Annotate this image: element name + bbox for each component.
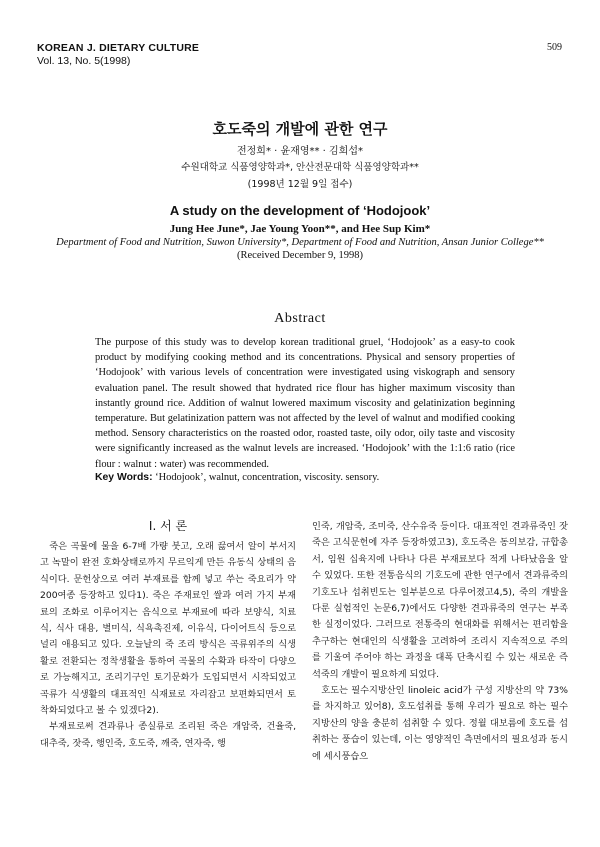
section-heading-introduction: I. 서 론 <box>148 519 188 533</box>
abstract-heading: Abstract <box>274 311 326 326</box>
journal-volume: Vol. 13, No. 5(1998) <box>37 55 131 67</box>
abstract-body <box>95 335 515 472</box>
page-number: 509 <box>547 42 562 53</box>
english-authors: Jung Hee June*, Jae Young Yoon**, and Hee Sup Kim* <box>169 223 431 235</box>
english-received-date: (Received December 9, 1998) <box>237 250 363 261</box>
korean-authors: 전정희* · 윤재영** · 김희섭* <box>236 146 363 157</box>
body-paragraph: 호도는 필수지방산인 linoleic acid가 구성 지방산의 약 73%를 차지하고 있어8), 호도섭취를 통해 우리가 필요로 하는 필수지방산의 양을 충분히 섭취할 수 있다. 정월 대보름에 호도를 섭취하는 풍습이 있는데, 이는 영양적인 측면에서의 필요성과 동시에 세시풍습으 <box>312 685 568 762</box>
keywords-label: Key Words: <box>95 472 153 483</box>
english-title: A study on the development of ‘Hodojook’ <box>169 203 431 218</box>
keywords-list: ‘Hodojook’, walnut, concentration, viscosity. sensory. <box>155 472 380 483</box>
body-paragraph: 부재료로써 견과류나 종실류로 조리된 죽은 개암죽, 건율죽, 대추죽, 잣죽, 행인죽, 호도죽, 깨죽, 연자죽, 행 <box>40 721 296 749</box>
keywords <box>95 472 525 483</box>
korean-received-date: (1998년 12월 9일 접수) <box>247 179 353 190</box>
english-affiliations: Department of Food and Nutrition, Suwon University*, Department of Food and Nutrition, Ansan Junior College** <box>56 237 544 248</box>
journal-header <box>37 42 199 68</box>
body-paragraph: 죽은 곡물에 물을 6-7배 가량 붓고, 오래 끓여서 알이 부서지고 녹말이 완전 호화상태로까지 무르익게 만든 유동식 상태의 음식이다. 문헌상으로 여러 부재료를 함께 넣고 쑤는 죽요리가 약 200여종 등장하고 있다1). 죽은 주재료인 쌀과 여러 가지 부재료의 조화로 이루어지는 음식으로 부재료에 따라 보양식, 치료식, 식사 대용, 별미식, 식욕촉진제, 이유식, 다이어트식 등으로 널리 애용되고 있다. 오늘날의 죽 조리 방식은 곡류위주의 식생활로 전환되는 정착생활을 통하여 곡물의 수확과 타작이 다양으로 가능해지고, 조리기구인 토기문화가 도입되면서 시작되었고 곡류가 식생활의 대표적인 식재료로 자리잡고 보편화되면서 토착화되었다고 볼 수 있겠다2). <box>40 541 296 717</box>
body-right-column <box>312 519 568 765</box>
korean-affiliations: 수원대학교 식품영양학과*, 안산전문대학 식품영양학과** <box>181 162 419 173</box>
abstract-text: The purpose of this study was to develop korean traditional gruel, ‘Hodojook’ as a easy-to cook product by modifying cooking method and its concentrations. Physical and sensory properties of ‘Hodojook’ with various levels of concentration were investigated using viskograph and sensory evaluation panel. The result showed that hydrated rice flour has higher maximum viscosity than instantly ground rice. Addition of walnut lowered maximum viscosity and gelatinization beginning temperature. But gelatinization pattern was not affected by the level of walnut and modified cooking method. Sensory characteristics on the roasted odor, roasted taste, oily odor, oily taste and viscosity were significantly increased as the walnut levels are increased. ‘Hodojook’ with the 1:1:6 ratio (rice flour : walnut : water) was recommended. <box>95 337 515 470</box>
journal-name: KOREAN J. DIETARY CULTURE <box>37 42 200 54</box>
body-left-column <box>40 539 296 752</box>
korean-title: 호도죽의 개발에 관한 연구 <box>212 120 388 138</box>
body-paragraph: 인죽, 개암죽, 조미죽, 산수유죽 등이다. 대표적인 견과류죽인 잣죽은 고식문헌에 자주 등장하였고3), 호도죽은 동의보감, 규합총서, 임원 십육지에 나타나 다른 부재료보다 적게 나타났음을 알 수 있었다. 또한 전통음식의 기호도에 관한 연구에서 견과류죽의 기호도나 섭취빈도는 일부분으로 다루어졌고4,5), 죽의 개발을 다룬 실험적인 논문6,7)에서도 다양한 견과류죽의 연구는 부족한 실정이었다. 그러므로 전통죽의 현대화를 위해서는 편리함을 추구하는 현대인의 식생활을 고려하여 조리시 지속적으로 주의를 기울여 주어야 하는 과정을 대폭 단축시킬 수 있는 새로운 즉석죽의 개발이 필요하게 되었다. <box>312 521 568 680</box>
